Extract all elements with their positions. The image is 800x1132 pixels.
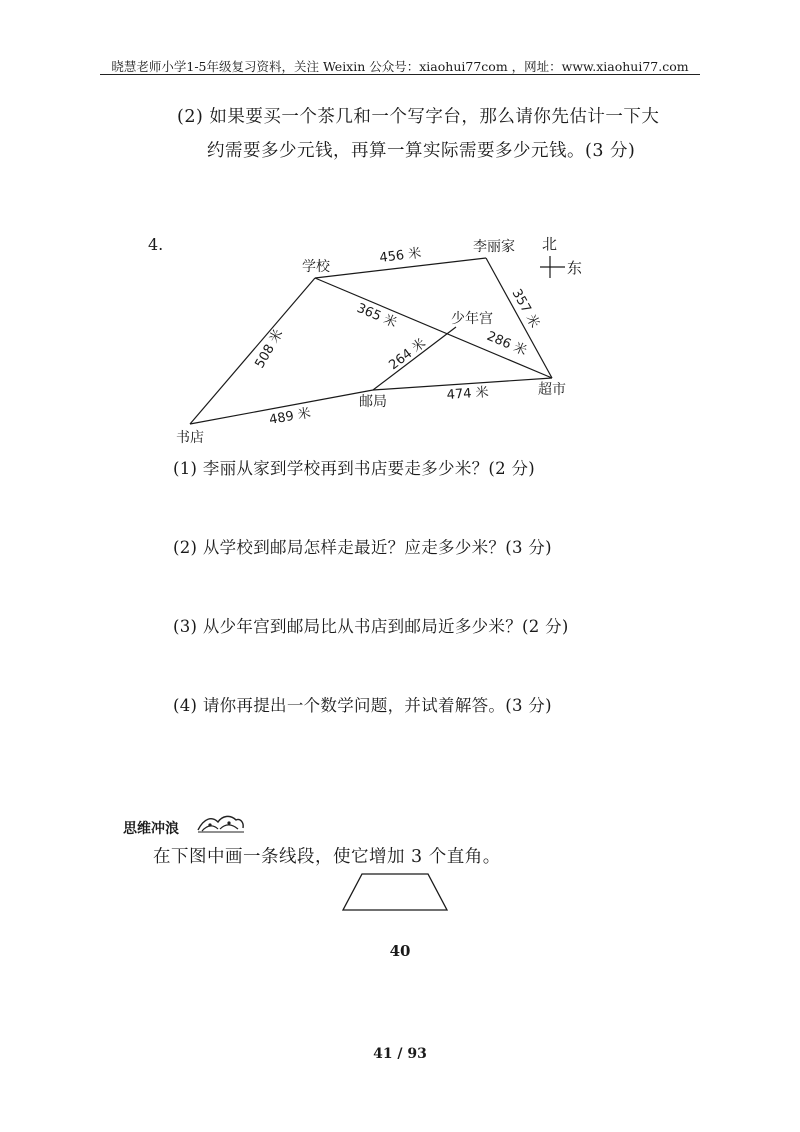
label-post-office: 邮局	[359, 394, 387, 410]
question-4-1: (1) 李丽从家到学校再到书店要走多少米？(2 分)	[173, 459, 536, 478]
label-bookstore: 书店	[176, 430, 204, 446]
distance-palace-supermarket: 286 米	[484, 328, 529, 360]
page-of-total: 41 / 93	[373, 1046, 427, 1062]
compass-north: 北	[542, 235, 558, 253]
page-header: 晓慧老师小学1-5年级复习资料，关注 Weixin 公众号：xiaohui77com ，网址：www.xiaohui77.com	[111, 59, 689, 74]
compass-east: 东	[567, 259, 583, 277]
label-lili-home: 李丽家	[473, 239, 515, 255]
distance-bookstore-post: 489 米	[268, 405, 313, 428]
distance-palace-post: 264 米	[386, 335, 429, 374]
wave-icon	[196, 812, 246, 834]
distance-lili-supermarket: 357 米	[508, 286, 542, 331]
road-school-bookstore	[190, 278, 315, 424]
compass-icon	[540, 256, 565, 278]
label-youth-palace: 少年宫	[451, 311, 493, 327]
label-school: 学校	[302, 259, 330, 275]
question-4-3: (3) 从少年宫到邮局比从书店到邮局近多少米？(2 分)	[173, 617, 569, 636]
road-lili-supermarket	[486, 258, 552, 378]
section-title-thinking: 思维冲浪	[123, 821, 179, 837]
page-number: 40	[389, 942, 411, 960]
thinking-task: 在下图中画一条线段，使它增加 3 个直角。	[153, 847, 501, 867]
distance-school-palace: 365 米	[354, 300, 399, 332]
problem-4-number: 4.	[148, 235, 164, 254]
label-supermarket: 超市	[538, 382, 566, 398]
distance-school-lili: 456 米	[378, 245, 423, 266]
question-2-line-1: (2) 如果要买一个茶几和一个写字台，那么请你先估计一下大	[177, 107, 660, 127]
distance-post-supermarket: 474 米	[446, 385, 490, 403]
route-map	[0, 0, 800, 460]
question-2-line-2: 约需要多少元钱，再算一算实际需要多少元钱。(3 分)	[207, 141, 636, 161]
question-4-4: (4) 请你再提出一个数学问题，并试着解答。(3 分)	[173, 696, 552, 715]
question-4-2: (2) 从学校到邮局怎样走最近？应走多少米？(3 分)	[173, 538, 552, 557]
distance-school-bookstore: 508 米	[252, 327, 287, 371]
